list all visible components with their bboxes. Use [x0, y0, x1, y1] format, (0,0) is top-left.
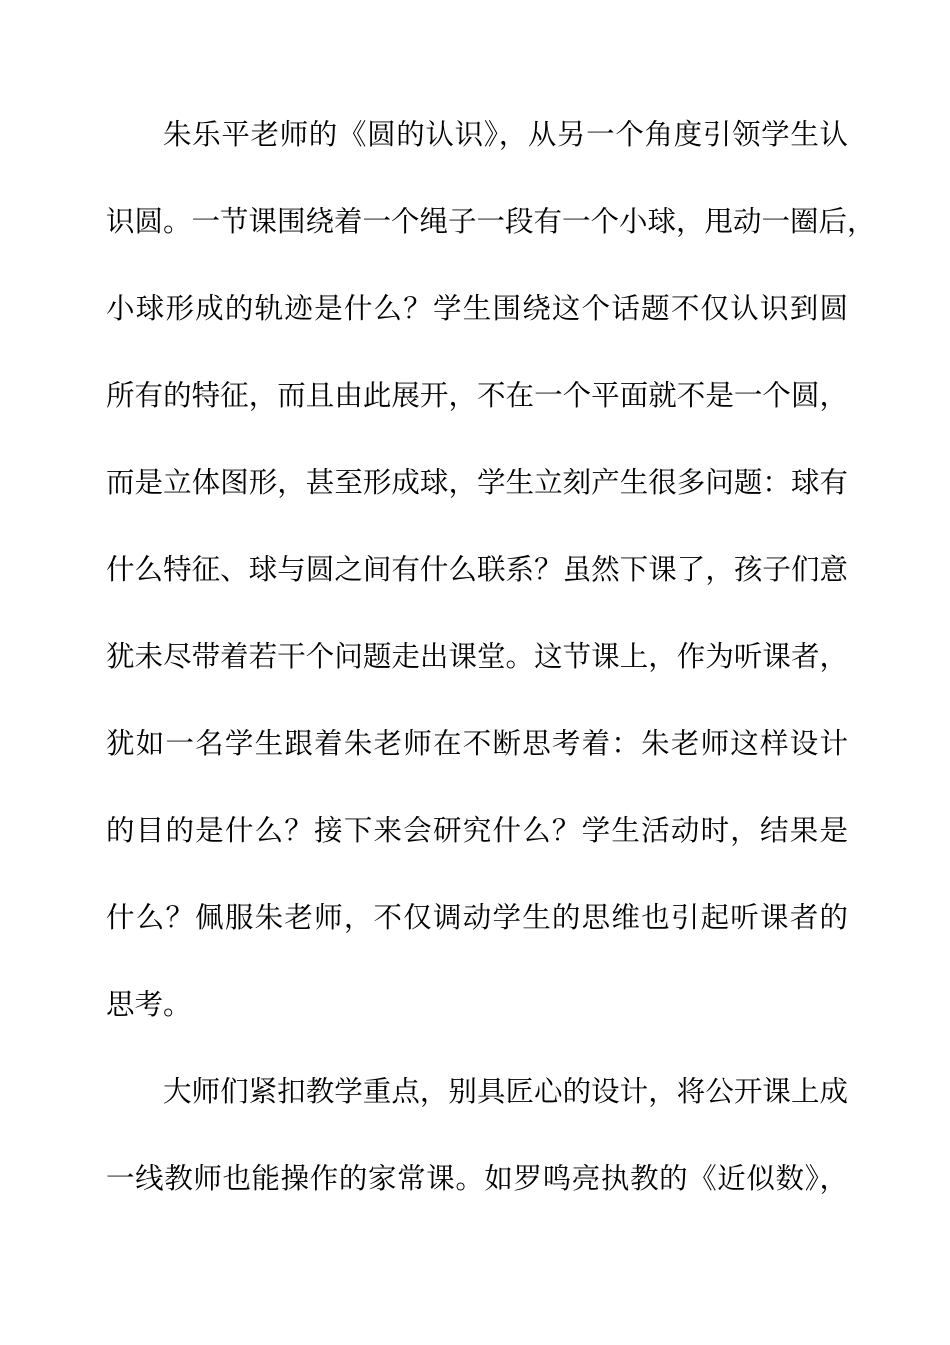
- paragraph-1-line-6: 什么特征、球与圆之间有什么联系？虽然下课了，孩子们意: [106, 553, 848, 586]
- paragraph-2-line-1: 大师们紧扣教学重点，别具匠心的设计，将公开课上成: [163, 1075, 848, 1108]
- paragraph-1-line-3: 小球形成的轨迹是什么？学生围绕这个话题不仅认识到圆: [106, 292, 848, 325]
- paragraph-1-line-2: 识圆。一节课围绕着一个绳子一段有一个小球，甩动一圈后，: [106, 205, 876, 238]
- paragraph-1-line-9: 的目的是什么？接下来会研究什么？学生活动时，结果是: [106, 814, 848, 847]
- paragraph-1-line-7: 犹未尽带着若干个问题走出课堂。这节课上，作为听课者，: [106, 640, 848, 673]
- paragraph-1-line-11: 思考。: [106, 988, 192, 1021]
- paragraph-1-line-4: 所有的特征，而且由此展开，不在一个平面就不是一个圆，: [106, 379, 848, 412]
- paragraph-2-line-2: 一线教师也能操作的家常课。如罗鸣亮执教的《近似数》，: [106, 1162, 848, 1195]
- paragraph-1-line-5: 而是立体图形，甚至形成球，学生立刻产生很多问题：球有: [106, 466, 848, 499]
- paragraph-1-line-1: 朱乐平老师的《圆的认识》，从另一个角度引领学生认: [163, 118, 848, 151]
- paragraph-1-line-10: 什么？佩服朱老师，不仅调动学生的思维也引起听课者的: [106, 901, 848, 934]
- paragraph-1-line-8: 犹如一名学生跟着朱老师在不断思考着：朱老师这样设计: [106, 727, 848, 760]
